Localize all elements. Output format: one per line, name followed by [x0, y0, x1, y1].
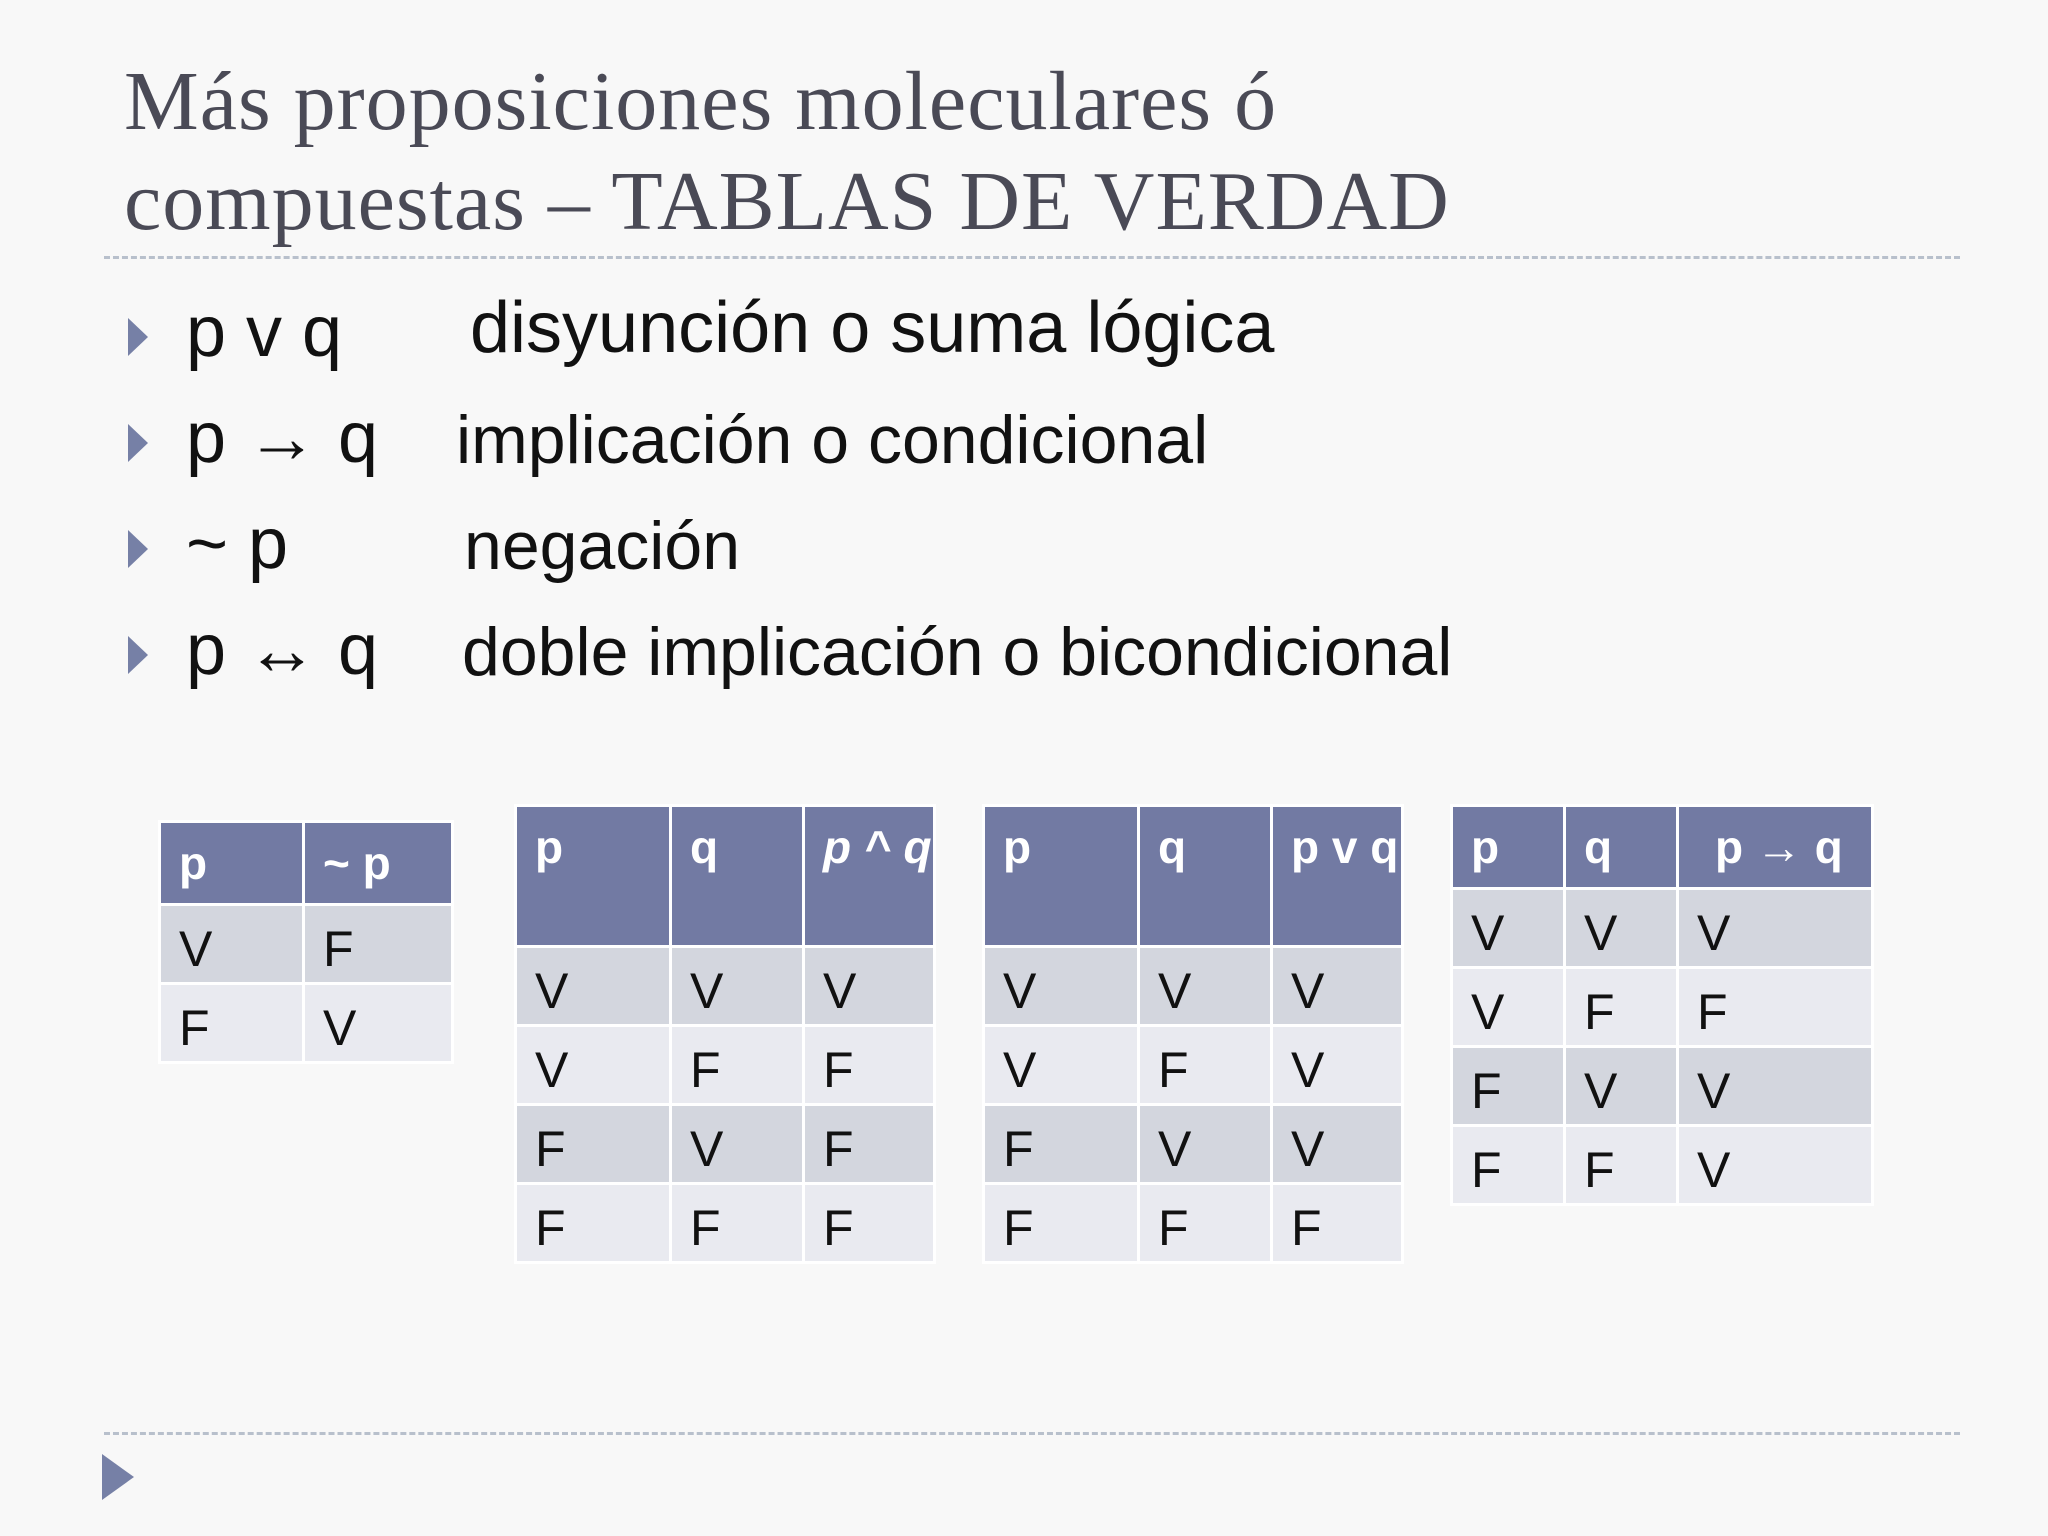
table-cell: V — [1566, 1048, 1676, 1124]
table-cell: V — [1140, 1106, 1270, 1182]
bullet-arrow-icon — [128, 318, 148, 356]
bullet-description: implicación o condicional — [456, 402, 1209, 478]
table-cell: F — [985, 1185, 1137, 1261]
table-header-cell: p → q — [1679, 807, 1871, 887]
table-cell: V — [1273, 1106, 1401, 1182]
table-row — [985, 1027, 1401, 1103]
table-row — [1453, 1048, 1871, 1124]
footer-divider — [104, 1432, 1960, 1435]
table-header-cell: p — [161, 823, 302, 903]
table-cell: F — [1679, 969, 1871, 1045]
bullet-arrow-icon — [128, 424, 148, 462]
table-header-cell: p ^ q — [805, 807, 933, 945]
slide-title — [124, 52, 1944, 252]
bullet-item — [124, 386, 1924, 492]
table-cell: F — [1566, 969, 1676, 1045]
table-row — [1453, 1127, 1871, 1203]
table-row — [1453, 890, 1871, 966]
table-cell: F — [985, 1106, 1137, 1182]
table-cell: F — [517, 1106, 669, 1182]
table-cell: V — [1453, 969, 1563, 1045]
table-cell: V — [805, 948, 933, 1024]
bullet-description: disyunción o suma lógica — [470, 288, 1275, 368]
table-row — [517, 948, 933, 1024]
slide-corner-arrow-icon — [102, 1454, 134, 1500]
bullet-description: doble implicación o bicondicional — [462, 614, 1453, 690]
table-header-cell: q — [672, 807, 802, 945]
table-cell: F — [161, 985, 302, 1061]
table-row — [517, 1106, 933, 1182]
table-row — [517, 1185, 933, 1261]
table-row — [161, 985, 451, 1061]
bullet-symbol: p → q — [186, 398, 379, 478]
implication-truth-table — [1450, 804, 1874, 1206]
table-cell: F — [1140, 1027, 1270, 1103]
table-cell: V — [1679, 1127, 1871, 1203]
bullet-symbol: p ↔ q — [186, 610, 379, 690]
table-row — [985, 948, 1401, 1024]
table-row — [985, 1185, 1401, 1261]
table-cell: F — [1453, 1127, 1563, 1203]
bullet-arrow-icon — [128, 530, 148, 568]
bullet-symbol: ~ p — [186, 504, 289, 584]
table-cell: V — [672, 948, 802, 1024]
conjunction-truth-table — [514, 804, 936, 1264]
table-header-cell: p — [985, 807, 1137, 945]
table-cell: V — [517, 1027, 669, 1103]
table-row — [985, 1106, 1401, 1182]
table-cell: F — [517, 1185, 669, 1261]
table-cell: V — [1140, 948, 1270, 1024]
table-row — [517, 1027, 933, 1103]
table-cell: V — [1273, 948, 1401, 1024]
bullet-list — [124, 280, 1924, 704]
table-cell: V — [305, 985, 451, 1061]
table-header-cell: q — [1566, 807, 1676, 887]
bullet-symbol: p v q — [186, 292, 343, 372]
table-row — [1453, 969, 1871, 1045]
bullet-description: negación — [464, 508, 741, 584]
bullet-item — [124, 280, 1924, 386]
disjunction-truth-table — [982, 804, 1404, 1264]
negation-truth-table — [158, 820, 454, 1064]
table-cell: V — [985, 948, 1137, 1024]
table-cell: V — [1679, 890, 1871, 966]
table-cell: V — [1679, 1048, 1871, 1124]
table-cell: V — [985, 1027, 1137, 1103]
table-cell: F — [805, 1027, 933, 1103]
table-cell: F — [805, 1106, 933, 1182]
table-cell: V — [1273, 1027, 1401, 1103]
table-cell: V — [1453, 890, 1563, 966]
table-header-cell: q — [1140, 807, 1270, 945]
table-cell: F — [672, 1027, 802, 1103]
table-cell: F — [1140, 1185, 1270, 1261]
table-header-cell: p — [1453, 807, 1563, 887]
table-header-cell: ~ p — [305, 823, 451, 903]
table-cell: V — [1566, 890, 1676, 966]
bullet-arrow-icon — [128, 636, 148, 674]
table-cell: F — [672, 1185, 802, 1261]
title-divider — [104, 256, 1960, 259]
bullet-item — [124, 492, 1924, 598]
table-cell: V — [161, 906, 302, 982]
slide-title-line-2: compuestas – TABLAS DE VERDAD — [124, 155, 1450, 248]
table-header-cell: p — [517, 807, 669, 945]
slide-title-line-1: Más proposiciones moleculares ó — [124, 55, 1278, 148]
table-row — [161, 906, 451, 982]
table-cell: V — [517, 948, 669, 1024]
table-cell: F — [805, 1185, 933, 1261]
table-cell: F — [1566, 1127, 1676, 1203]
table-header-cell: p v q — [1273, 807, 1401, 945]
table-cell: F — [1453, 1048, 1563, 1124]
bullet-item — [124, 598, 1924, 704]
table-cell: F — [1273, 1185, 1401, 1261]
table-cell: V — [672, 1106, 802, 1182]
table-cell: F — [305, 906, 451, 982]
